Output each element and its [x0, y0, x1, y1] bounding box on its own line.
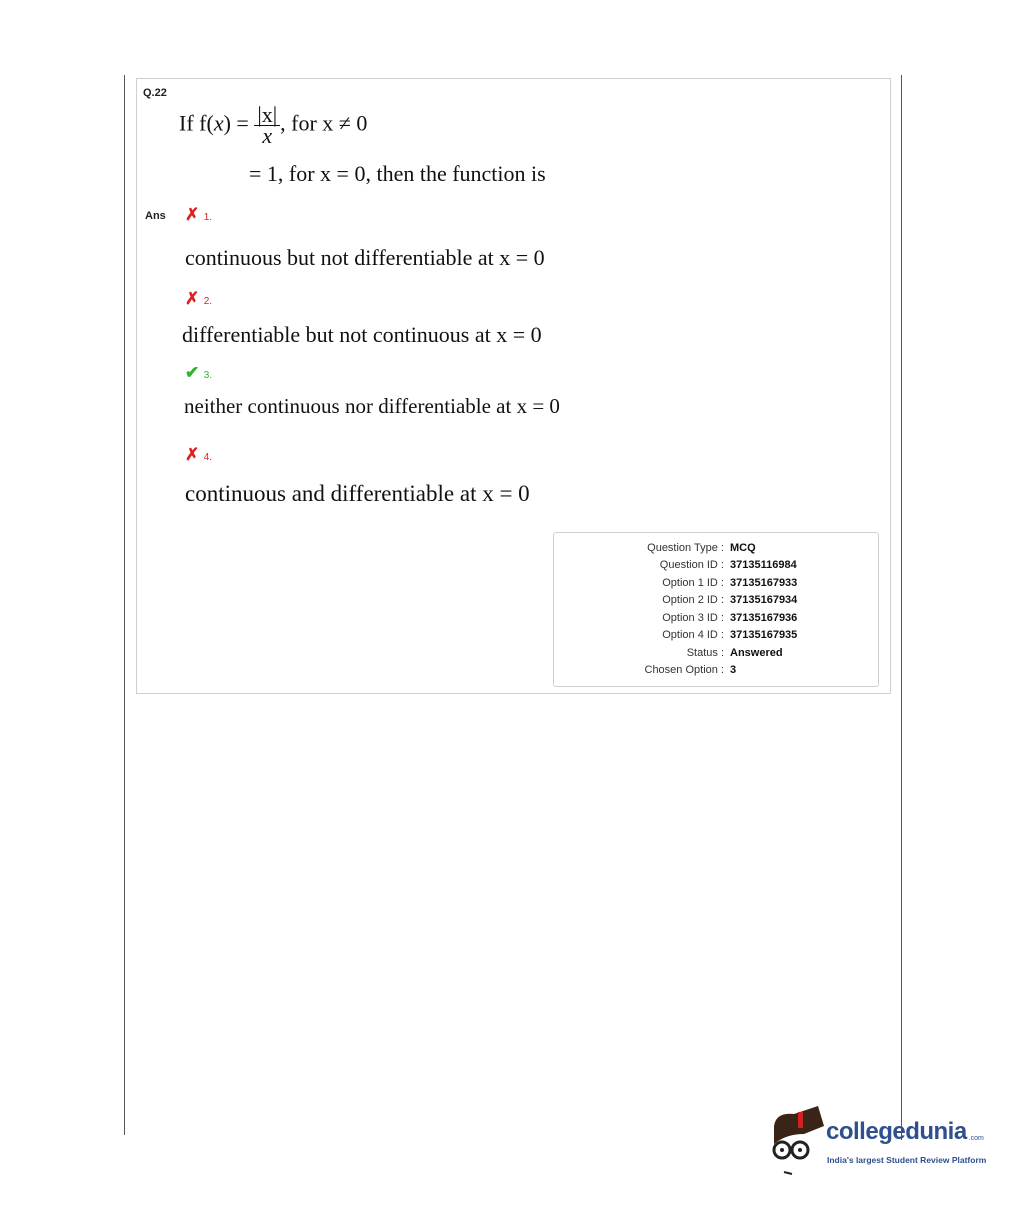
- page-border-left: [124, 75, 125, 1135]
- info-label: Question ID :: [659, 559, 724, 571]
- cross-icon: ✗: [185, 445, 200, 464]
- option-num: 2.: [203, 296, 213, 307]
- option-1-text: continuous but not differentiable at x = 0: [185, 245, 545, 270]
- info-label: Status :: [686, 647, 724, 659]
- mascot-icon: [766, 1104, 826, 1179]
- info-value: 37135167934: [730, 594, 798, 606]
- info-value: Answered: [730, 647, 783, 659]
- info-label: Option 4 ID :: [662, 629, 724, 641]
- option-3-marker: [185, 363, 212, 383]
- answer-label: Ans: [145, 210, 166, 222]
- info-value: 37135167933: [730, 577, 798, 589]
- denominator: x: [262, 123, 273, 148]
- info-label: Question Type :: [647, 542, 724, 554]
- collegedunia-logo: [766, 1104, 1022, 1179]
- question-info-panel: [553, 532, 879, 687]
- info-label: Option 2 ID :: [662, 594, 724, 606]
- text: ) =: [223, 110, 249, 136]
- question-line-1: [179, 102, 368, 148]
- question-number: Q.22: [143, 87, 167, 99]
- info-value: MCQ: [730, 542, 756, 554]
- info-value: 37135167935: [730, 629, 798, 641]
- fraction: [254, 102, 280, 148]
- option-2-text: differentiable but not continuous at x = 0: [182, 322, 542, 347]
- option-num: 4.: [203, 452, 213, 463]
- option-4-text: continuous and differentiable at x = 0: [185, 481, 530, 506]
- option-3-text: neither continuous nor differentiable at x = 0: [184, 394, 560, 418]
- info-label: Option 1 ID :: [662, 577, 724, 589]
- question-line-2: = 1, for x = 0, then the function is: [249, 161, 546, 186]
- option-1-marker: [185, 205, 212, 225]
- info-label: Option 3 ID :: [662, 612, 724, 624]
- text: If f(: [179, 110, 214, 136]
- option-4-marker: [185, 445, 212, 465]
- cross-icon: ✗: [185, 289, 200, 308]
- logo-suffix: .com: [968, 1135, 984, 1142]
- info-value: 37135167936: [730, 612, 798, 624]
- option-2-marker: [185, 289, 212, 309]
- page-border-right: [901, 75, 902, 1140]
- info-value: 3: [730, 664, 737, 676]
- logo-brand: [826, 1118, 984, 1146]
- text: , for x ≠ 0: [280, 110, 368, 136]
- cross-icon: ✗: [185, 205, 200, 224]
- info-value: 37135116984: [730, 559, 797, 571]
- numerator: |x|: [254, 105, 280, 126]
- option-num: 1.: [203, 212, 213, 223]
- var: x: [213, 110, 224, 136]
- logo-tagline: India's largest Student Review Platform: [827, 1155, 987, 1165]
- logo-wordmark: collegedunia: [826, 1118, 967, 1145]
- option-num: 3.: [203, 370, 213, 381]
- check-icon: ✔: [185, 363, 200, 382]
- info-label: Chosen Option :: [644, 664, 724, 676]
